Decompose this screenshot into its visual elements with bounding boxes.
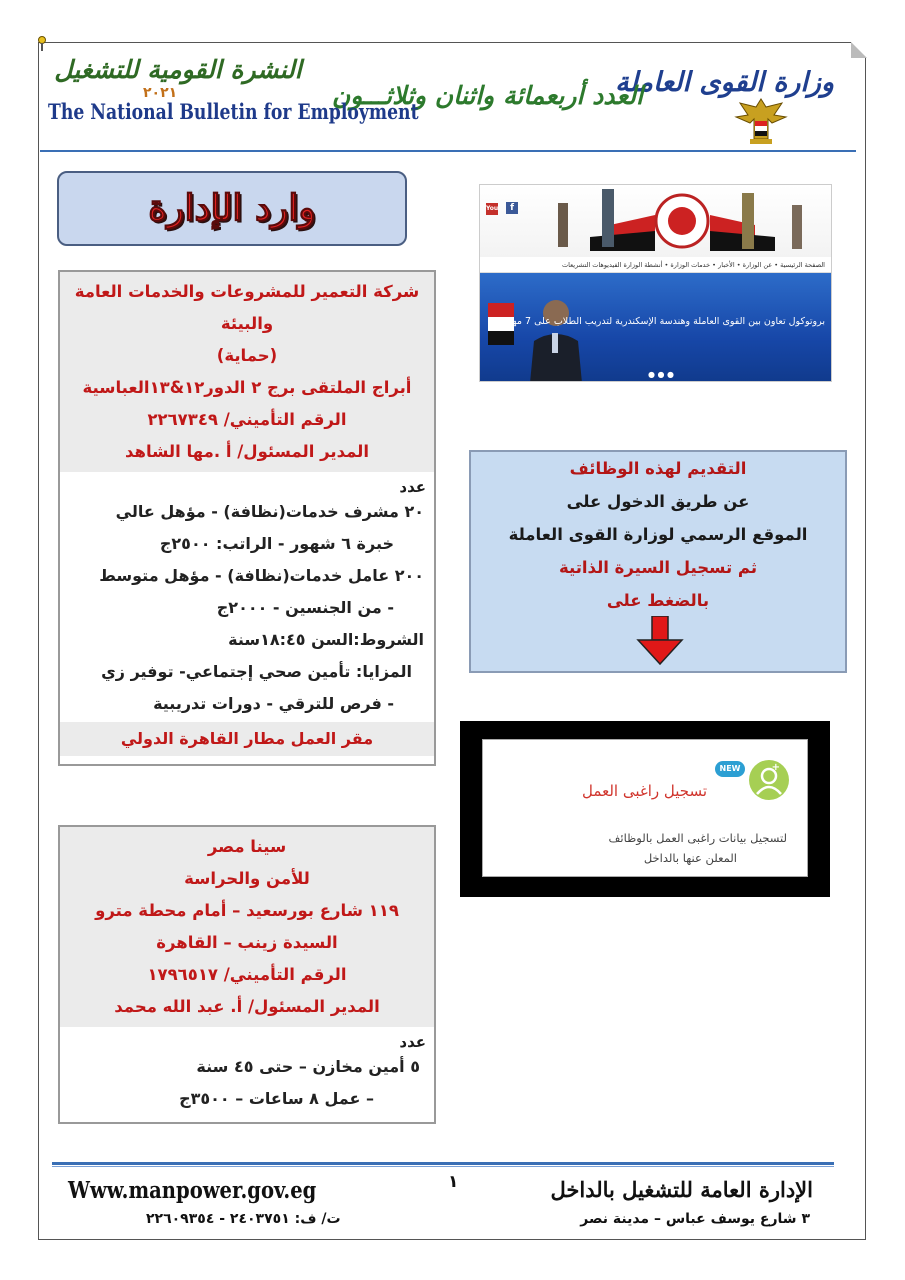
job-listing — [58, 270, 436, 766]
job-line: - فرص للترقي - دورات تدريبية — [153, 694, 394, 713]
egypt-eagle-icon — [732, 95, 790, 147]
company-line: ١١٩ شارع بورسعيد – أمام محطة مترو — [95, 901, 399, 920]
website-header-art — [480, 185, 831, 257]
company-line: شركة التعمير للمشروعات والخدمات العامة — [74, 282, 420, 301]
job-line: - من الجنسين - ٢٠٠٠ج — [216, 598, 394, 617]
count-label: عدد — [399, 478, 426, 496]
apply-line: التقديم لهذه الوظائف — [569, 459, 747, 478]
banner-caption: بروتوكول تعاون بين القوى العاملة وهندسة الإسكندرية لتدريب الطلاب على 7 مهن — [505, 316, 825, 327]
company-line: والبيئة — [220, 314, 274, 333]
job-line: الشروط:السن ١٨:٤٥سنة — [228, 630, 424, 649]
company-details — [60, 827, 434, 1027]
apply-line: ثم تسجيل السيرة الذاتية — [558, 558, 758, 577]
company-details — [60, 272, 434, 472]
bulletin-title-en: The National Bulletin for Employment — [48, 99, 419, 124]
company-line: الرقم التأميني/ ٢٢٦٧٣٤٩ — [147, 410, 347, 429]
company-line: السيدة زينب – القاهرة — [156, 933, 338, 952]
user-avatar-icon — [749, 760, 789, 800]
company-line: الرقم التأميني/ ١٧٩٦٥١٧ — [147, 965, 347, 984]
company-line: أبراج الملتقى برج ٢ الدور١٢&١٣العباسية — [82, 378, 412, 397]
registration-description — [517, 828, 787, 868]
job-line: المزايا: تأمين صحي إجتماعي- توفير زي — [101, 662, 412, 681]
job-line: ٢٠٠ عامل خدمات(نظافة) - مؤهل متوسط — [99, 566, 424, 585]
footer-divider-thin — [52, 1166, 834, 1167]
department-title-box — [57, 171, 407, 246]
pin-icon — [36, 36, 48, 52]
job-line: – عمل ٨ ساعات – ٣٥٠٠ج — [179, 1089, 374, 1108]
svg-text:+: + — [771, 762, 780, 773]
ministry-name: وزارة القوى العاملة — [615, 67, 834, 98]
apply-line: عن طريق الدخول على — [566, 492, 750, 511]
company-line: (حماية) — [216, 346, 278, 365]
footer-phone: ت/ ف: ٢٤٠٣٧٥١ - ٢٢٦٠٩٣٥٤ — [146, 1211, 341, 1227]
job-line: ٥ أمين مخازن – حتى ٤٥ سنة — [196, 1057, 420, 1076]
header — [48, 55, 858, 150]
job-listing — [58, 825, 436, 1124]
page-number: ١ — [448, 1172, 459, 1192]
job-line: خبرة ٦ شهور - الراتب: ٢٥٠٠ج — [159, 534, 394, 553]
registration-desc-line: المعلن عنها بالداخل — [643, 851, 737, 865]
youtube-icon: You — [486, 203, 498, 215]
company-line: المدير المسئول/ أ. عبد الله محمد — [114, 997, 380, 1016]
apply-line: بالضغط على — [606, 591, 710, 610]
bulletin-year: ٢٠٢١ — [143, 85, 178, 101]
bulletin-title-ar: النشرة القومية للتشغيل — [54, 55, 302, 84]
department-title: وارد الإدارة — [148, 187, 316, 229]
registration-card-frame — [460, 721, 830, 897]
footer-department: الإدارة العامة للتشغيل بالداخل — [550, 1177, 813, 1202]
registration-card[interactable] — [482, 739, 808, 877]
issue-number: العدد أربعمائة واثنان وثلاثـــون — [331, 81, 643, 110]
website-nav: الصفحة الرئيسية • عن الوزارة • الأخبار • خدمات الوزارة • أنشطة الوزارة الفيديوهات التشريعات — [480, 257, 831, 273]
apply-line: الموقع الرسمي لوزارة القوى العاملة — [508, 525, 808, 544]
slider-dots-icon[interactable]: ● ● ● — [648, 370, 675, 379]
registration-title[interactable]: تسجيل راغبى العمل — [582, 782, 707, 800]
company-line: سينا مصر — [207, 837, 287, 856]
arrow-down-icon — [636, 616, 684, 666]
company-line: للأمن والحراسة — [184, 869, 310, 888]
job-line: ٢٠ مشرف خدمات(نظافة) - مؤهل عالي — [115, 502, 424, 521]
new-badge: NEW — [715, 761, 745, 777]
banner-person-image — [524, 291, 584, 382]
website-banner — [480, 273, 831, 382]
workplace: مقر العمل مطار القاهرة الدولي — [60, 722, 434, 756]
count-label: عدد — [399, 1033, 426, 1051]
company-line: المدير المسئول/ أ .مها الشاهد — [124, 442, 370, 461]
ministry-website-screenshot — [479, 184, 832, 382]
facebook-icon: f — [506, 202, 518, 214]
social-links — [486, 195, 521, 215]
apply-instructions-box — [469, 450, 847, 673]
footer-divider — [52, 1162, 834, 1165]
registration-desc-line: لتسجيل بيانات راغبى العمل بالوظائف — [608, 831, 787, 845]
footer-address: ٣ شارع يوسف عباس – مدينة نصر — [580, 1211, 810, 1227]
footer-website-link[interactable]: Www.manpower.gov.eg — [68, 1177, 317, 1204]
header-divider — [40, 150, 856, 152]
website-header — [480, 185, 831, 257]
